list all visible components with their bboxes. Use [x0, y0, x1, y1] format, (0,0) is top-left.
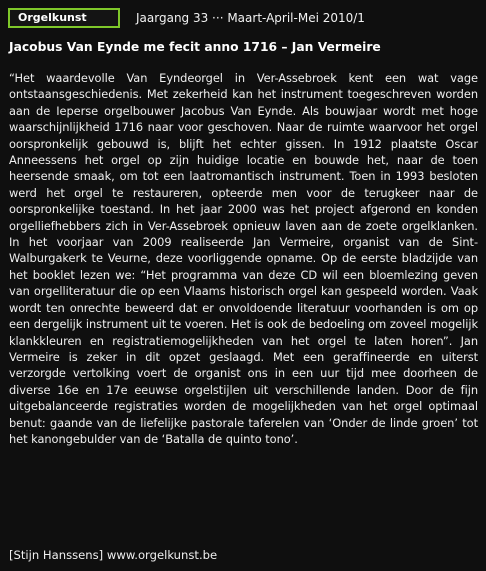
article-body: “Het waardevolle Van Eyndeorgel in Ver-Assebroek kent een wat vage ontstaansgeschiedenis. Met zekerheid kan het instrument toegeschreven worden aan de Ieperse orgelbouwer Jacobus Van Eynde. Als bouwjaar wordt met hoge waarschijnlijkheid 1716 naar voor geschoven. Naar de ruimte waarvoor het orgel oorspronkelijk gebouwd is, blijft het echter gissen. In 1912 plaatste Oscar Anneessens het orgel op zijn huidige locatie en bouwde het, naar de toen heersende smaak, om tot een laatromantisch instrument. Toen in 1993 besloten werd het orgel te restaureren, opteerde men voor de terugkeer naar de oorspronkelijke toestand. In het jaar 2000 was het project afgerond en konden orgelliefhebbers zich in Ver-Assebroek opnieuw laven aan de zoete orgelklanken. In het voorjaar van 2009 realiseerde Jan Vermeire, organist van de Sint-Walburgakerk te Veurne, deze voorliggende opname. Op de eerste bladzijde van het booklet lezen we: “Het programma van deze CD wil een bloemlezing geven van orgelliteratuur die op een Vlaams historisch orgel kan gespeeld worden. Vaak wordt ten onrechte beweerd dat er onvoldoende literatuur voorhanden is om op een dergelijk instrument uit te voeren. Het is ook de bedoeling om zoveel mogelijk klankkleuren en registratiemogelijkheden van het orgel te laten horen”. Jan Vermeire is zeker in dit opzet geslaagd. Met een geraffineerde en uiterst verzorgde vertolking voert de organist ons in een uur tijd mee doorheen de diverse 16e en 17e eeuwse orgelstijlen uit verschillende landen. Door de fijn uitgebalanceerde registraties worden de mogelijkheden van het orgel optimaal benut: gaande van de liefelijke pastorale taferelen van ‘Onder de linde groen’ tot het kanongebulder van de ‘Batalla de quinto tono’.: [9, 71, 478, 446]
article-header: [8, 8, 365, 28]
article-credit: [Stijn Hanssens] www.orgelkunst.be: [9, 548, 218, 562]
magazine-badge: Orgelkunst: [8, 8, 120, 28]
article-title: Jacobus Van Eynde me fecit anno 1716 – Jan Vermeire: [9, 40, 381, 54]
issue-info: Jaargang 33 ··· Maart-April-Mei 2010/1: [136, 11, 365, 25]
